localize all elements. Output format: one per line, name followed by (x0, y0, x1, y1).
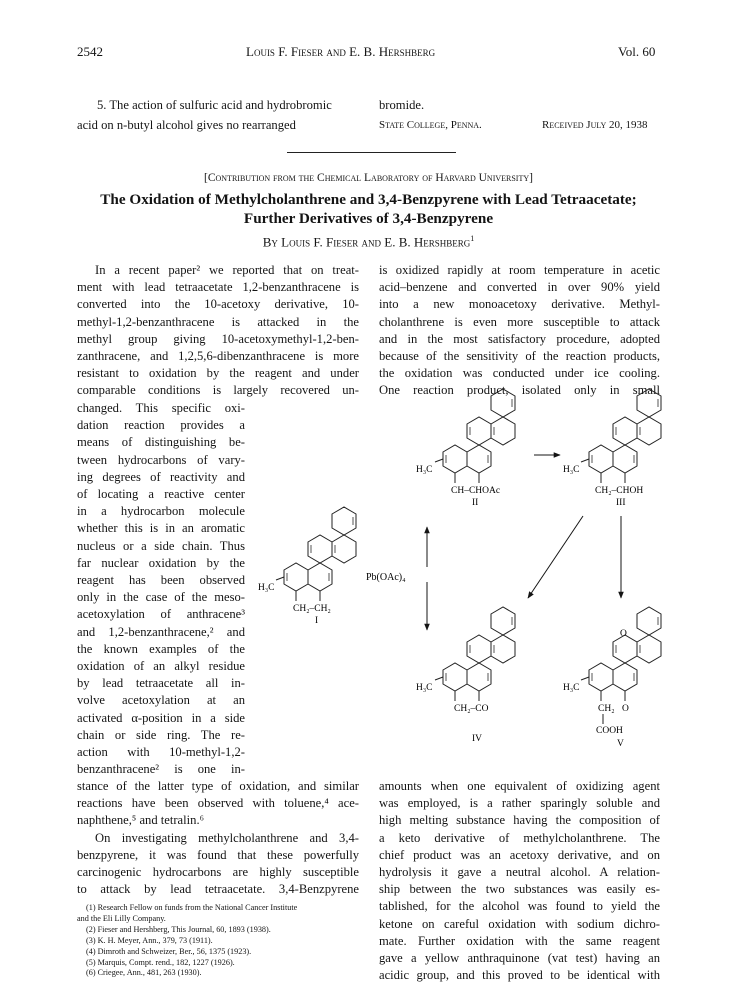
text-line: is oxidized rapidly at room temperature in acetic (379, 263, 660, 277)
footnote: (1) Research Fellow on funds from the National Cancer Institute (86, 903, 298, 912)
text-line: because of the sensitivity of the reaction products, (379, 349, 660, 364)
prev-item-line2: acid on n-butyl alcohol gives no rearranged (77, 118, 296, 132)
prev-item-line1: 5. The action of sulfuric acid and hydrobromic (97, 98, 332, 112)
prev-location: State College, Penna. (379, 119, 482, 131)
text-line: ketone on careful oxidation with sodium dichro- (379, 916, 660, 931)
compound-III-methyl: H₃C (563, 465, 580, 475)
article-title-line1: The Oxidation of Methylcholanthrene and 3,4-Benzpyrene with Lead Tetraacetate; (100, 191, 637, 208)
compound-I-numeral: I (315, 616, 319, 626)
text-line: naphthene,⁵ and tetralin.⁶ (77, 813, 204, 828)
text-line: methyl-1,2-benzanthracene is attacked in the (77, 314, 359, 329)
text-line: far nuclear oxidation by the (77, 555, 245, 570)
contribution-line: [Contribution from the Chemical Laboratory of Harvard University] (204, 172, 533, 184)
compound-IV-numeral: IV (472, 734, 483, 744)
byline-text: By Louis F. Fieser and E. B. Hershberg (262, 234, 471, 250)
text-line: and in the most satisfactory procedure, adopted (379, 331, 660, 346)
footnote: (3) K. H. Meyer, Ann., 379, 73 (1911). (86, 935, 213, 945)
compound-II-bridge: CH–CHOAc (451, 486, 501, 496)
compound-V-numeral: V (617, 739, 624, 749)
compound-V-oxo: O (622, 704, 629, 714)
compound-II-structure (435, 389, 515, 483)
footnote: and the Eli Lilly Company. (77, 913, 166, 923)
compound-V-acid: COOH (596, 726, 623, 736)
text-line: in a hydrocarbon molecule (77, 504, 245, 519)
text-line: whether this is in an aromatic (77, 521, 245, 536)
compound-I-structure (276, 507, 356, 601)
text-line: hydrolysis it gave a neutral alcohol. A relation- (379, 865, 660, 880)
compound-II-methyl: H₃C (416, 465, 433, 475)
text-line: only in the case of the meso- (77, 590, 245, 605)
text-line: oxidation of an alkyl residue (77, 659, 245, 674)
text-line: means of distinguishing be- (77, 435, 245, 450)
prev-received: Received July 20, 1938 (542, 119, 648, 131)
text-line: chain or side ring. The re- (77, 727, 245, 742)
text-line: One reaction product, isolated only in small (379, 383, 660, 398)
text-line: into a new monoacetoxy derivative. Methyl- (379, 297, 660, 312)
text-line: reagent has been observed (77, 573, 245, 588)
compound-IV-bridge: CH₂–CO (454, 704, 489, 714)
text-line: On investigating methylcholanthrene and 3,4- (95, 830, 359, 845)
text-line: acid–benzene and converted in over 90% yield (379, 280, 660, 295)
text-line: nucleus or a side chain. Thus (77, 538, 245, 553)
text-line: carcinogenic hydrocarbons are highly susceptible (77, 865, 359, 880)
text-line: dation reaction provides a (77, 418, 245, 433)
compound-II-numeral: II (472, 498, 479, 508)
volume-label: Vol. 60 (618, 44, 656, 59)
article-title-line2: Further Derivatives of 3,4-Benzpyrene (243, 210, 494, 227)
reagent-label: Pb(OAc)₄ (366, 572, 406, 583)
compound-III-bridge: CH₂–CHOH (595, 486, 644, 496)
text-line: resistant to oxidation by the reagent and under (77, 366, 359, 381)
text-line: cholanthrene is even more susceptible to attack (379, 314, 660, 329)
footnote: (4) Dimroth and Schweizer, Ber., 56, 1375 (1923). (86, 946, 252, 956)
text-line: comparable conditions is largely recovered un- (77, 383, 359, 398)
text-line: In a recent paper² we reported that on treat- (95, 263, 359, 277)
text-line: benzpyrene, it was found that these powerfully (77, 847, 359, 862)
text-line: amounts when one equivalent of oxidizing agent (379, 779, 660, 793)
text-line: ship between the two substances was easily es- (379, 882, 660, 897)
text-line: zanthracene, and 1,2,5,6-dibenzanthracene is more (77, 349, 359, 364)
text-line: mate. Further oxidation with the same reagent (379, 933, 660, 948)
text-line: the oxidation was conducted under ice cooling. (379, 366, 660, 381)
text-line: tablished, for the alcohol was found to yield the (379, 899, 660, 914)
compound-III-structure (581, 389, 661, 483)
compound-V-ch2: CH₂ (598, 704, 615, 714)
text-line: reactions have been observed with toluene,⁴ ace- (77, 796, 359, 811)
text-line: a keto derivative of methylcholanthrene. The (379, 830, 660, 845)
text-line: by lead tetraacetate all in- (77, 676, 245, 691)
text-line: the known examples of the (77, 641, 245, 656)
text-line: ment with lead tetraacetate 1,2-benzanthracene is (77, 280, 359, 295)
text-line: and 1,2-benzanthracene,² and (77, 624, 245, 639)
text-line: changed. This specific oxi- (77, 401, 245, 415)
compound-IV-methyl: H₃C (416, 683, 433, 693)
text-line: chief product was an acetoxy derivative, and on (379, 847, 660, 862)
arrow-III-to-IV (528, 516, 583, 598)
byline-footnote-mark: 1 (470, 234, 475, 243)
text-line: stance of the latter type of oxidation, and similar (77, 779, 359, 793)
text-line: acidic group, and this proved to be identical with (379, 968, 660, 983)
compound-V-keto: O (620, 629, 627, 639)
text-line: tween hydrocarbons of vary- (77, 452, 245, 467)
page-number: 2542 (77, 44, 103, 59)
compound-V-methyl: H₃C (563, 683, 580, 693)
text-line: acetoxylation of anthracene³ (77, 607, 245, 622)
text-line: action with 10-methyl-1,2- (77, 745, 245, 760)
text-line: benzanthracene² is one in- (77, 762, 245, 777)
compound-I-methyl: H₃C (258, 583, 275, 593)
text-line: converted into the 10-acetoxy derivative, 10- (77, 297, 359, 312)
text-line: ing degrees of reactivity and (77, 469, 245, 484)
compound-I-bridge: CH₂–CH₂ (293, 604, 331, 614)
text-line: to attack by lead tetraacetate. 3,4-Benzpyrene (77, 882, 359, 897)
text-line: methyl group giving 10-acetoxymethyl-1,2-ben- (77, 331, 359, 346)
compound-III-numeral: III (616, 498, 626, 508)
footnote: (6) Criegee, Ann., 481, 263 (1930). (86, 968, 202, 978)
compound-V-structure (581, 607, 661, 701)
running-title: Louis F. Fieser and E. B. Hershberg (246, 44, 436, 59)
footnote: (2) Fieser and Hershberg, This Journal, 60, 1893 (1938). (86, 924, 271, 934)
text-line: gave a yellow anthraquinone (vat test) having an (379, 951, 660, 966)
footnote: (5) Marquis, Compt. rend., 182, 1227 (1926). (86, 957, 235, 967)
text-line: of locating a reactive center (77, 487, 245, 502)
compound-IV-structure (435, 607, 515, 701)
text-line: high melting substance having the composition of (379, 813, 660, 828)
prev-item-line1-cont: bromide. (379, 98, 425, 112)
text-line: activated α-position in a side (77, 710, 245, 725)
text-line: volve acetoxylation at an (77, 693, 245, 708)
text-line: was employed, is a rather sparingly soluble and (379, 796, 660, 811)
